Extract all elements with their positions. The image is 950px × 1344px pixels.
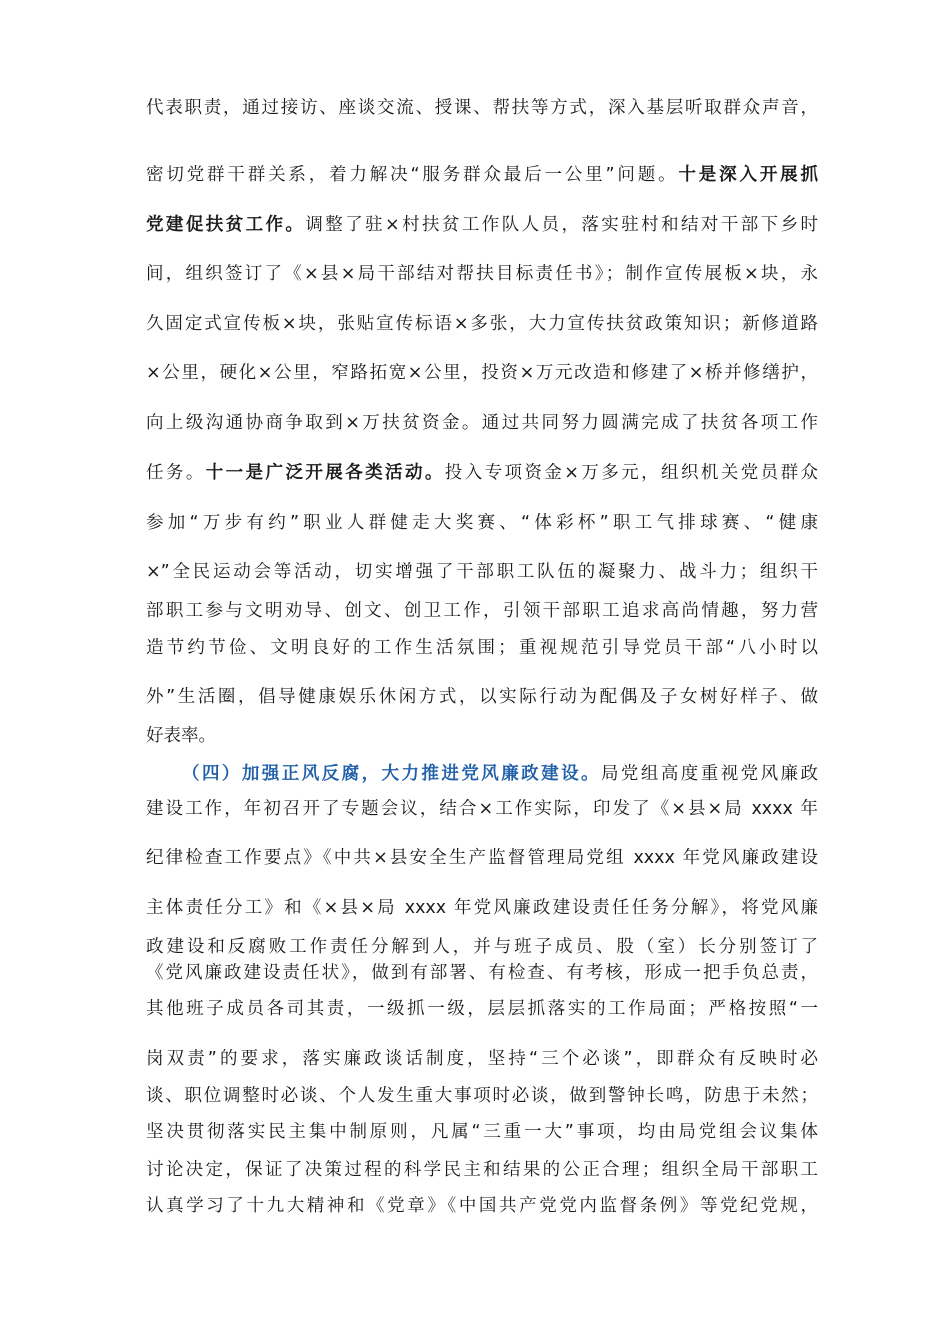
text-line [146,508,818,538]
text-run: 投入专项资金×万多元，组织机关党员群众 [444,463,819,483]
text-line [146,408,818,438]
text-run: 部职工参与文明劝导、创文、创卫工作，引领干部职工追求高尚情趣，努力营 [146,601,818,621]
text-run: 谈、职位调整时必谈、个人发生重大事项时必谈，做到警钟长鸣，防患于未然； [146,1086,818,1106]
text-run: 造节约节俭、文明良好的工作生活氛围；重视规范引导党员干部“八小时以 [146,638,818,658]
bold-text: 十是深入开展抓 [678,165,819,185]
text-run: 岗双责”的要求，落实廉政谈话制度，坚持“三个必谈”，即群众有反映时必 [146,1049,818,1069]
text-run: 认真学习了十九大精神和《党章》《中国共产党党内监督条例》等党纪党规， [146,1196,818,1216]
text-run: 建设工作，年初召开了专题会议，结合×工作实际，印发了《×县×局 xxxx 年 [146,799,818,819]
text-run: 参加“万步有约”职业人群健走大奖赛、“体彩杯”职工气排球赛、“健康 [146,513,818,533]
text-run: 代表职责，通过接访、座谈交流、授课、帮扶等方式，深入基层听取群众声音， [146,98,818,118]
text-line [146,958,818,988]
text-line [146,794,818,824]
text-line [146,596,818,626]
text-run: 其他班子成员各司其责，一级抓一级，层层抓落实的工作局面；严格按照“一 [146,999,818,1019]
text-run: 调整了驻×村扶贫工作队人员，落实驻村和结对干部下乡时 [305,215,818,235]
text-line [146,458,818,488]
text-line [146,682,818,712]
text-run: 局党组高度重视党风廉政 [600,764,818,784]
text-line [146,309,818,339]
text-run: ×公里，硬化×公里，窄路拓宽×公里，投资×万元改造和修建了×桥并修缮护， [146,363,818,383]
text-run: 任务。 [146,463,206,483]
text-run: 坚决贯彻落实民主集中制原则，凡属“三重一大”事项，均由局党组会议集体 [146,1122,818,1142]
text-line [146,210,818,240]
text-run: 外”生活圈，倡导健康娱乐休闲方式，以实际行动为配偶及子女树好样子、做 [146,687,818,707]
text-line [146,259,818,289]
text-line [146,1081,818,1111]
text-run: 久固定式宣传板×块，张贴宣传标语×多张，大力宣传扶贫政策知识；新修道路 [146,314,818,334]
text-run: 好表率。 [146,726,216,746]
text-line [146,160,818,190]
section-heading-line [182,759,818,789]
text-run: 向上级沟通协商争取到×万扶贫资金。通过共同努力圆满完成了扶贫各项工作 [146,413,818,433]
text-line [146,1155,818,1185]
text-line [146,893,818,923]
section-heading: （四）加强正风反腐，大力推进党风廉政建设。 [182,764,601,784]
text-line [146,633,818,663]
bold-text: 十一是广泛开展各类活动。 [205,463,445,483]
text-run: 《党风廉政建设责任状》，做到有部署、有检查、有考核，形成一把手负总责， [146,963,818,983]
text-run: ×”全民运动会等活动，切实增强了干部职工队伍的凝聚力、战斗力；组织干 [146,562,818,582]
text-run: 纪律检查工作要点》《中共×县安全生产监督管理局党组 xxxx 年党风廉政建设 [146,848,818,868]
text-run: 讨论决定，保证了决策过程的科学民主和结果的公正合理；组织全局干部职工 [146,1160,818,1180]
text-line [146,1191,818,1221]
text-line [146,358,818,388]
text-run: 间，组织签订了《×县×局干部结对帮扶目标责任书》；制作宣传展板×块，永 [146,264,818,284]
text-line [146,557,818,587]
text-run: 政建设和反腐败工作责任分解到人，并与班子成员、股（室）长分别签订了 [146,937,818,957]
text-line [146,1117,818,1147]
text-run: 密切党群干群关系，着力解决“服务群众最后一公里”问题。 [146,165,679,185]
text-run: 主体责任分工》和《×县×局 xxxx 年党风廉政建设责任任务分解》，将党风廉 [146,898,818,918]
text-line [146,721,818,751]
text-line [146,994,818,1024]
bold-text: 党建促扶贫工作。 [146,215,306,235]
text-line [146,843,818,873]
text-line [146,1044,818,1074]
text-line [146,93,818,123]
